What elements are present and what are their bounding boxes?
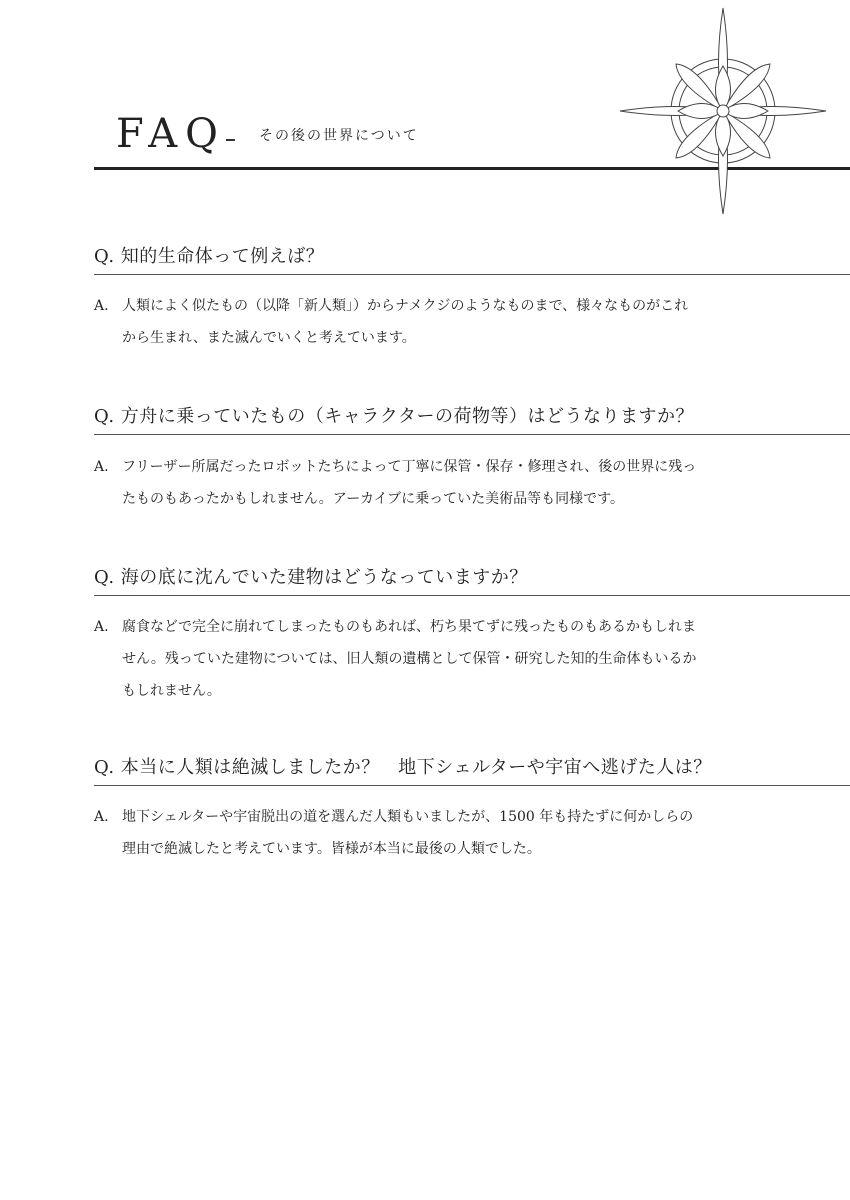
- page-title: FAQ: [116, 111, 226, 157]
- title-separator: [226, 139, 235, 141]
- faq-question: Q. 知的生命体って例えば？: [94, 246, 325, 267]
- answer-label: A.: [94, 619, 109, 635]
- answer-label: A.: [94, 809, 109, 825]
- page-subtitle: その後の世界について: [259, 128, 419, 144]
- page-header: [0, 0, 850, 172]
- compass-rose-icon: [618, 6, 828, 216]
- question-divider: [94, 274, 850, 275]
- answer-text: 人類によく似たもの（以降「新人類」）からナメクジのようなものまで、様々なものがこれ から生まれ、また滅んでいくと考えています。: [122, 298, 689, 346]
- faq-question: Q. 本当に人類は絶滅しましたか？ 地下シェルターや宇宙へ逃げた人は？: [94, 757, 712, 778]
- question-divider: [94, 785, 850, 786]
- answer-text: フリーザー所属だったロボットたちによって丁寧に保管・保存・修理され、後の世界に残っ たものもあったかもしれません。アーカイブに乗っていた美術品等も同様です。: [122, 459, 697, 507]
- answer-text: 腐食などで完全に崩れてしまったものもあれば、朽ち果てずに残ったものもあるかもしれま せん。残っていた建物については、旧人類の遺構として保管・研究した知的生命体もいるか もしれません。: [122, 619, 697, 699]
- faq-answer: [94, 611, 774, 707]
- question-divider: [94, 434, 850, 435]
- answer-label: A.: [94, 298, 109, 314]
- answer-label: A.: [94, 459, 109, 475]
- faq-answer: [94, 290, 774, 354]
- faq-question: Q. 方舟に乗っていたもの（キャラクターの荷物等）はどうなりますか？: [94, 406, 694, 427]
- question-divider: [94, 595, 850, 596]
- faq-answer: [94, 801, 774, 865]
- answer-text: 地下シェルターや宇宙脱出の道を選んだ人類もいましたが、1500 年も持たずに何かしらの 理由で絶滅したと考えています。皆様が本当に最後の人類でした。: [122, 809, 694, 857]
- faq-answer: [94, 451, 774, 515]
- faq-question: Q. 海の底に沈んでいた建物はどうなっていますか？: [94, 567, 528, 588]
